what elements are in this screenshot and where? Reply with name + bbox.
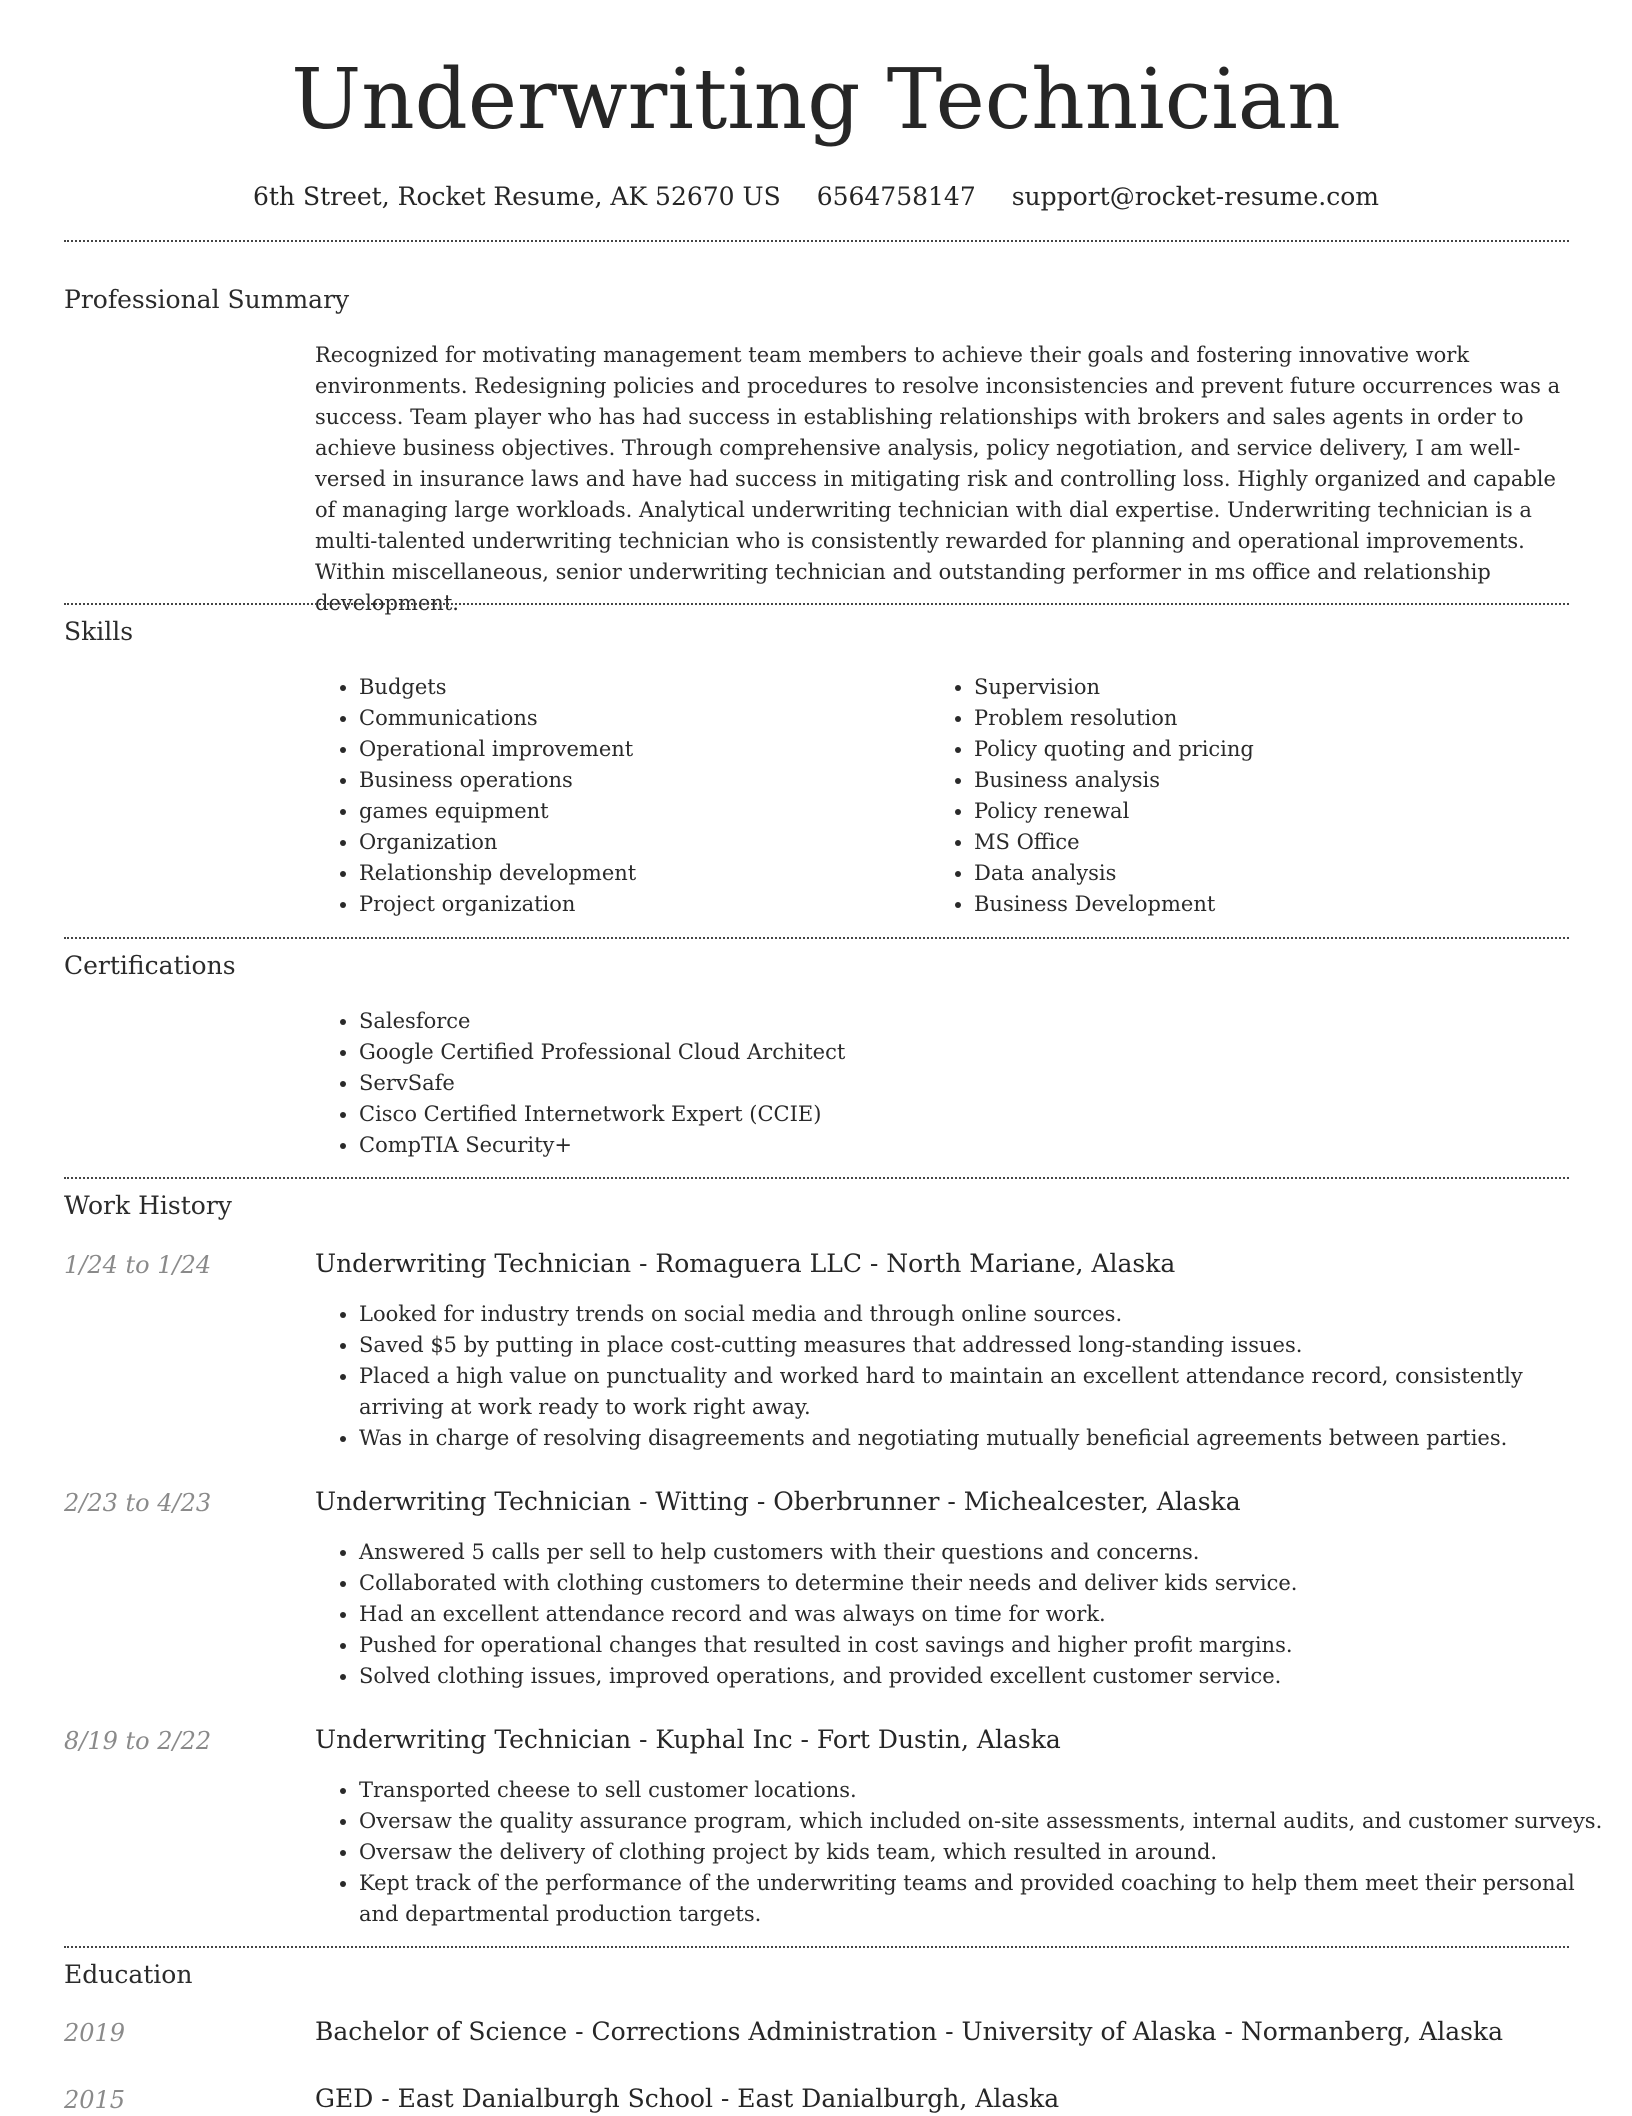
list-item: • Budgets: [359, 672, 919, 703]
list-item: • Had an excellent attendance record and was always on time for work.: [359, 1599, 1609, 1630]
list-item: • MS Office: [974, 827, 1574, 858]
list-item: • CompTIA Security+: [359, 1130, 1559, 1161]
resume-header: [0, 0, 1632, 213]
divider: [64, 1946, 1569, 1948]
job-title: Underwriting Technician - Witting - Oberbrunner - Michealcester, Alaska: [315, 1487, 1241, 1516]
section-title-certifications: Certifications: [64, 951, 236, 980]
education-degree: GED - East Danialburgh School - East Danialburgh, Alaska: [315, 2084, 1060, 2113]
list-item: • Pushed for operational changes that resulted in cost savings and higher profit margins.: [359, 1630, 1609, 1661]
list-item: • Project organization: [359, 889, 919, 920]
divider: [64, 1177, 1569, 1179]
skills-list-left: [315, 672, 919, 920]
list-item: • ServSafe: [359, 1068, 1559, 1099]
list-item: • Relationship development: [359, 858, 919, 889]
list-item: • Business analysis: [974, 765, 1574, 796]
divider: [64, 603, 1569, 605]
section-title-work-history: Work History: [64, 1191, 232, 1220]
list-item: • Looked for industry trends on social media and through online sources.: [359, 1299, 1609, 1330]
education-year: 2019: [64, 2019, 126, 2047]
email: support@rocket-resume.com: [1011, 182, 1380, 211]
list-item: • Google Certified Professional Cloud Architect: [359, 1037, 1559, 1068]
certifications-list: [315, 1006, 1559, 1161]
list-item: • Data analysis: [974, 858, 1574, 889]
list-item: • Oversaw the quality assurance program, which included on-site assessments, internal audits, and customer surveys.: [359, 1806, 1609, 1837]
list-item: • Communications: [359, 703, 919, 734]
divider: [64, 937, 1569, 939]
education-year: 2015: [64, 2086, 126, 2114]
section-title-skills: Skills: [64, 617, 134, 646]
job-bullets: [315, 1299, 1609, 1454]
list-item: • Operational improvement: [359, 734, 919, 765]
address: 6th Street, Rocket Resume, AK 52670 US: [252, 182, 781, 211]
list-item: • games equipment: [359, 796, 919, 827]
list-item: • Supervision: [974, 672, 1574, 703]
list-item: • Organization: [359, 827, 919, 858]
job-dates: 1/24 to 1/24: [64, 1251, 212, 1279]
candidate-name: Underwriting Technician: [291, 51, 1341, 148]
job-bullets: [315, 1775, 1609, 1930]
divider: [64, 240, 1569, 242]
list-item: • Solved clothing issues, improved operations, and provided excellent customer service.: [359, 1661, 1609, 1692]
list-item: • Saved $5 by putting in place cost-cutting measures that addressed long-standing issues.: [359, 1330, 1609, 1361]
list-item: • Salesforce: [359, 1006, 1559, 1037]
list-item: • Policy renewal: [974, 796, 1574, 827]
section-title-summary: Professional Summary: [64, 285, 350, 314]
job-dates: 2/23 to 4/23: [64, 1489, 212, 1517]
education-degree: Bachelor of Science - Corrections Administration - University of Alaska - Normanberg, Alaska: [315, 2017, 1503, 2046]
list-item: • Was in charge of resolving disagreements and negotiating mutually beneficial agreements between parties.: [359, 1423, 1609, 1454]
contact-line: [0, 181, 1632, 213]
job-bullets: [315, 1537, 1609, 1692]
summary-text: Recognized for motivating management team members to achieve their goals and fostering innovative work environments. Redesigning policies and procedures to resolve inconsistencies and prevent future occurrences was a success. Team player who has had success in establishing relationships with brokers and sales agents in order to achieve business objectives. Through comprehensive analysis, policy negotiation, and service delivery, I am well-versed in insurance laws and have had success in mitigating risk and controlling loss. Highly organized and capable of managing large workloads. Analytical underwriting technician with dial expertise. Underwriting technician is a multi-talented underwriting technician who is consistently rewarded for planning and operational improvements. Within miscellaneous, senior underwriting technician and outstanding performer in ms office and relationship development.: [315, 343, 1561, 615]
job-title: Underwriting Technician - Kuphal Inc - Fort Dustin, Alaska: [315, 1725, 1061, 1754]
list-item: • Oversaw the delivery of clothing project by kids team, which resulted in around.: [359, 1837, 1609, 1868]
list-item: • Kept track of the performance of the underwriting teams and provided coaching to help them meet their personal and departmental production targets.: [359, 1868, 1609, 1930]
phone: 6564758147: [816, 182, 976, 211]
list-item: • Collaborated with clothing customers to determine their needs and deliver kids service.: [359, 1568, 1609, 1599]
section-title-education: Education: [64, 1960, 193, 1989]
list-item: • Answered 5 calls per sell to help customers with their questions and concerns.: [359, 1537, 1609, 1568]
job-title: Underwriting Technician - Romaguera LLC - North Mariane, Alaska: [315, 1249, 1176, 1278]
list-item: • Business Development: [974, 889, 1574, 920]
list-item: • Policy quoting and pricing: [974, 734, 1574, 765]
list-item: • Problem resolution: [974, 703, 1574, 734]
list-item: • Business operations: [359, 765, 919, 796]
list-item: • Transported cheese to sell customer locations.: [359, 1775, 1609, 1806]
list-item: • Placed a high value on punctuality and worked hard to maintain an excellent attendance record, consistently arriving at work ready to work right away.: [359, 1361, 1609, 1423]
list-item: • Cisco Certified Internetwork Expert (CCIE): [359, 1099, 1559, 1130]
skills-list-right: [930, 672, 1574, 920]
job-dates: 8/19 to 2/22: [64, 1727, 212, 1755]
